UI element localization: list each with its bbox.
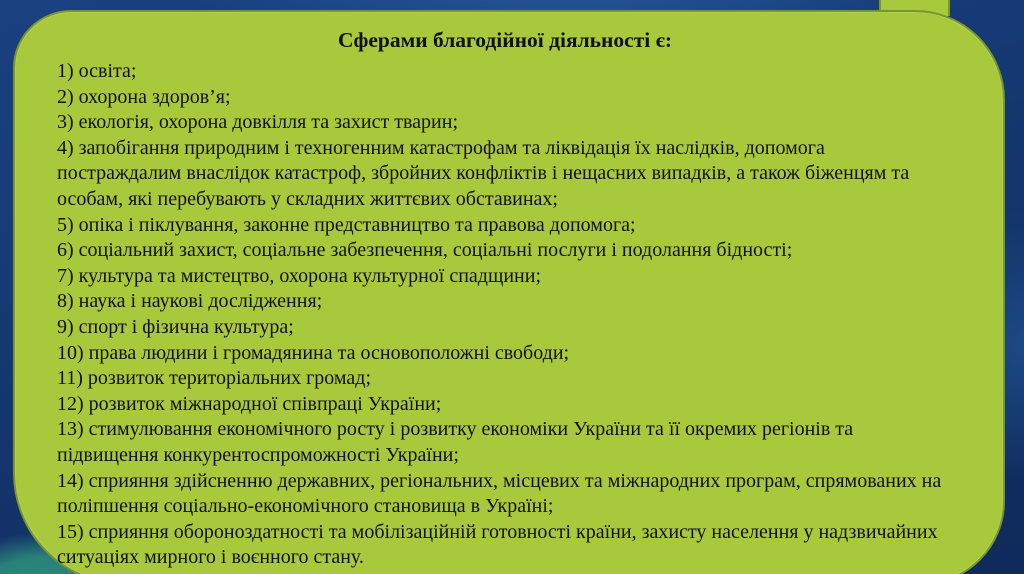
activity-list <box>57 59 953 571</box>
list-item: 9) спорт і фізична культура; <box>57 315 294 338</box>
list-item: 5) опіка і піклування, законне представництво та правова допомога; <box>57 213 636 236</box>
list-item: 6) соціальний захист, соціальне забезпечення, соціальні послуги і подолання бідності; <box>57 239 793 262</box>
list-item: 3) екологія, охорона довкілля та захист тварин; <box>57 111 459 134</box>
list-item: 12) розвиток міжнародної співпраці України; <box>57 392 442 415</box>
list-item: 15) сприяння обороноздатності та мобілізаційній готовності країни, захисту населення у надзвичайних ситуаціях мирного і воєнного стану. <box>57 520 938 569</box>
list-item: 13) стимулювання економічного росту і розвитку економіки України та її окремих регіонів та підвищення конкурентоспроможності України; <box>57 418 854 466</box>
list-item: 7) культура та мистецтво, охорона культурної спадщини; <box>57 264 542 287</box>
list-item: 11) розвиток територіальних громад; <box>57 367 372 390</box>
list-item: 14) сприяння здійсненню державних, регіональних, місцевих та міжнародних програм, спрямованих на поліпшення соціально-економічного становища в Україні; <box>57 469 942 518</box>
content-panel <box>13 10 1005 574</box>
list-item: 4) запобігання природним і техногенним катастрофам та ліквідація їх наслідків, допомога постраждалим внаслідок катастроф, збройних конфліктів і нещасних випадків, а також біженцям та особам, які перебувають у складних життєвих обставинах; <box>57 136 910 210</box>
list-item: 1) освіта; <box>57 60 137 82</box>
list-item: 8) наука і наукові дослідження; <box>57 290 323 313</box>
list-item: 2) охорона здоров’я; <box>57 85 231 108</box>
list-item: 10) права людини і громадянина та основоположні свободи; <box>57 341 570 364</box>
slide-title: Сферами благодійної діяльності є: <box>337 28 673 52</box>
